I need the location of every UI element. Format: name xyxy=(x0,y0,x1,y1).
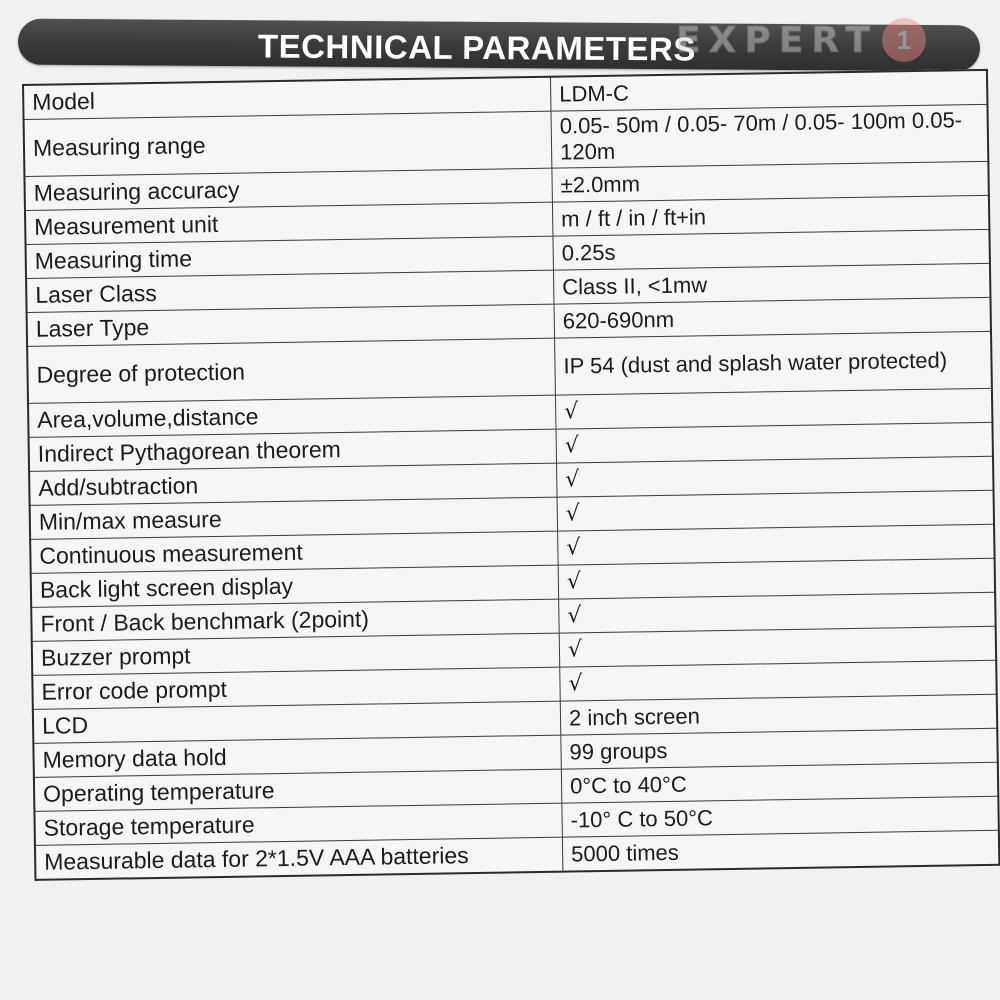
spec-table xyxy=(22,69,1000,881)
watermark xyxy=(676,18,986,62)
page-title: TECHNICAL PARAMETERS xyxy=(257,27,696,68)
spec-table-body xyxy=(23,70,999,880)
parameter-name-cell: Area,volume,distance xyxy=(28,395,556,437)
checkmark-cell: √ xyxy=(559,592,996,633)
parameter-name-cell: LCD xyxy=(33,701,561,743)
parameter-value-cell: LDM-C xyxy=(550,70,987,111)
spec-table-container xyxy=(22,69,1000,881)
parameter-value-cell: -10° C to 50°C xyxy=(562,796,999,837)
parameter-name-cell: Measuring accuracy xyxy=(24,168,552,210)
parameter-name-cell: Degree of protection xyxy=(27,338,555,403)
parameter-value-cell: 0.05- 50m / 0.05- 70m / 0.05- 100m 0.05-120m xyxy=(551,104,988,168)
parameter-value-cell: 0°C to 40°C xyxy=(561,762,998,803)
parameter-name-cell: Laser Class xyxy=(26,270,554,312)
parameter-name-cell: Measuring range xyxy=(24,111,552,176)
checkmark-cell: √ xyxy=(555,388,992,429)
parameter-name-cell: Storage temperature xyxy=(34,803,562,845)
parameter-name-cell: Error code prompt xyxy=(32,667,560,709)
parameter-name-cell: Measurement unit xyxy=(25,202,553,244)
parameter-name-cell: Front / Back benchmark (2point) xyxy=(31,599,559,641)
parameter-value-cell: Class II, <1mw xyxy=(553,263,990,304)
parameter-value-cell: 99 groups xyxy=(561,728,998,769)
checkmark-cell: √ xyxy=(557,490,994,531)
parameter-value-cell: m / ft / in / ft+in xyxy=(552,195,989,236)
parameter-name-cell: Min/max measure xyxy=(30,497,558,539)
parameter-name-cell: Memory data hold xyxy=(33,735,561,777)
parameter-name-cell: Measuring time xyxy=(26,236,554,278)
parameter-name-cell: Buzzer prompt xyxy=(32,633,560,675)
watermark-badge: 1 xyxy=(882,18,926,62)
parameter-value-cell: 2 inch screen xyxy=(560,694,997,735)
parameter-name-cell: Continuous measurement xyxy=(30,531,558,573)
parameter-name-cell: Measurable data for 2*1.5V AAA batteries xyxy=(35,837,563,880)
parameter-value-cell: 620-690nm xyxy=(554,297,991,338)
parameter-name-cell: Back light screen display xyxy=(31,565,559,607)
checkmark-cell: √ xyxy=(558,558,995,599)
checkmark-cell: √ xyxy=(559,626,996,667)
parameter-name-cell: Indirect Pythagorean theorem xyxy=(29,429,557,471)
checkmark-cell: √ xyxy=(557,456,994,497)
parameter-name-cell: Model xyxy=(23,77,551,120)
watermark-text: EXPERT xyxy=(676,19,878,61)
parameter-name-cell: Operating temperature xyxy=(34,769,562,811)
checkmark-cell: √ xyxy=(560,660,997,701)
parameter-value-cell: IP 54 (dust and splash water protected) xyxy=(555,331,992,395)
parameter-value-cell: 0.25s xyxy=(553,229,990,270)
parameter-name-cell: Laser Type xyxy=(27,304,555,346)
parameter-name-cell: Add/subtraction xyxy=(29,463,557,505)
parameter-value-cell: 5000 times xyxy=(562,830,999,871)
checkmark-cell: √ xyxy=(558,524,995,565)
parameter-value-cell: ±2.0mm xyxy=(552,161,989,202)
checkmark-cell: √ xyxy=(556,422,993,463)
